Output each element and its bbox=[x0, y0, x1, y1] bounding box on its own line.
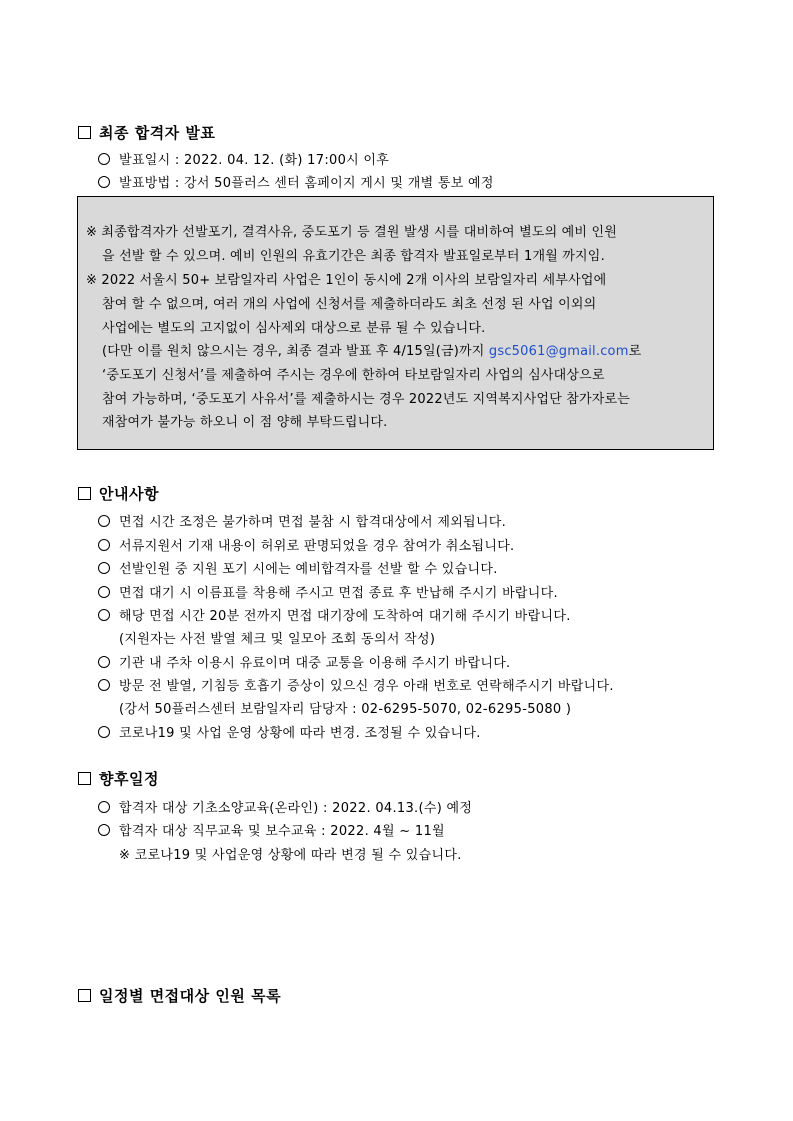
section-title-list: 일정별 면접대상 인원 목록 bbox=[78, 985, 281, 1006]
checkbox-square-icon bbox=[78, 126, 91, 139]
circle-bullet-icon bbox=[98, 609, 110, 621]
circle-bullet-icon bbox=[98, 801, 110, 813]
list-item: 합격자 대상 기초소양교육(온라인) : 2022. 04.13.(수) 예정 bbox=[98, 797, 472, 816]
circle-bullet-icon bbox=[98, 153, 110, 165]
notice-box bbox=[77, 196, 714, 450]
notice-line: ※ 2022 서울시 50+ 보람일자리 사업은 1인이 동시에 2개 이사의 보람일자리 세부사업에 bbox=[86, 273, 607, 288]
checkbox-square-icon bbox=[78, 487, 91, 500]
list-item: 서류지원서 기재 내용이 허위로 판명되었을 경우 참여가 취소됩니다. bbox=[98, 535, 514, 554]
circle-bullet-icon bbox=[98, 176, 110, 188]
checkbox-square-icon bbox=[78, 989, 91, 1002]
circle-bullet-icon bbox=[98, 586, 110, 598]
section-title-final: 최종 합격자 발표 bbox=[78, 122, 215, 143]
list-item: 해당 면접 시간 20분 전까지 면접 대기장에 도착하여 대기해 주시기 바랍니다. bbox=[98, 605, 571, 624]
list-item: 기관 내 주차 이용시 유료이며 대중 교통을 이용해 주시기 바랍니다. bbox=[98, 652, 511, 671]
circle-bullet-icon bbox=[98, 515, 110, 527]
notice-line: 참여 가능하며, ‘중도포기 사유서’를 제출하시는 경우 2022년도 지역복지사업단 참가자로는 bbox=[102, 392, 631, 407]
notice-line: ※ 최종합격자가 선발포기, 결격사유, 중도포기 등 결원 발생 시를 대비하여 별도의 예비 인원 bbox=[86, 225, 618, 240]
list-item: 면접 시간 조정은 불가하며 면접 불참 시 합격대상에서 제외됩니다. bbox=[98, 511, 506, 530]
list-item: 면접 대기 시 이름표를 착용해 주시고 면접 종료 후 반납해 주시기 바랍니다. bbox=[98, 582, 558, 601]
list-sub-item: (강서 50플러스센터 보람일자리 담당자 : 02-6295-5070, 02-6295-5080 ) bbox=[119, 702, 572, 717]
notice-line: 을 선발 할 수 있으며. 예비 인원의 유효기간은 최종 합격자 발표일로부터 1개월 까지임. bbox=[102, 249, 605, 264]
section-title-guide: 안내사항 bbox=[78, 483, 159, 504]
circle-bullet-icon bbox=[98, 656, 110, 668]
schedule-note: ※ 코로나19 및 사업운영 상황에 따라 변경 될 수 있습니다. bbox=[119, 848, 462, 863]
email-link[interactable]: gsc5061@gmail.com bbox=[488, 344, 629, 359]
list-item: 발표방법 : 강서 50플러스 센터 홈페이지 게시 및 개별 통보 예정 bbox=[98, 172, 494, 191]
notice-line: 재참여가 불가능 하오니 이 점 양해 부탁드립니다. bbox=[102, 415, 388, 430]
notice-line: ‘중도포기 신청서’를 제출하여 주시는 경우에 한하여 타보람일자리 사업의 심사대상으로 bbox=[102, 368, 605, 383]
notice-email-line: (다만 이를 원치 않으시는 경우, 최종 결과 발표 후 4/15일(금)까지 gsc5061@gmail.com로 bbox=[102, 344, 642, 359]
circle-bullet-icon bbox=[98, 726, 110, 738]
list-item: 코로나19 및 사업 운영 상황에 따라 변경. 조정될 수 있습니다. bbox=[98, 722, 481, 741]
list-item: 합격자 대상 직무교육 및 보수교육 : 2022. 4월 ~ 11월 bbox=[98, 820, 445, 839]
checkbox-square-icon bbox=[78, 772, 91, 785]
circle-bullet-icon bbox=[98, 824, 110, 836]
circle-bullet-icon bbox=[98, 562, 110, 574]
notice-line: 참여 할 수 없으며, 여러 개의 사업에 신청서를 제출하더라도 최초 선정 된 사업 이외의 bbox=[102, 297, 597, 312]
circle-bullet-icon bbox=[98, 539, 110, 551]
section-title-schedule: 향후일정 bbox=[78, 768, 159, 789]
list-item: 방문 전 발열, 기침등 호흡기 증상이 있으신 경우 아래 번호로 연락해주시기 바랍니다. bbox=[98, 675, 614, 694]
circle-bullet-icon bbox=[98, 679, 110, 691]
notice-line: 사업에는 별도의 고지없이 심사제외 대상으로 분류 될 수 있습니다. bbox=[102, 321, 486, 336]
list-item: 선발인원 중 지원 포기 시에는 예비합격자를 선발 할 수 있습니다. bbox=[98, 558, 498, 577]
list-sub-item: (지원자는 사전 발열 체크 및 일모아 조회 동의서 작성) bbox=[119, 632, 436, 647]
list-item: 발표일시 : 2022. 04. 12. (화) 17:00시 이후 bbox=[98, 149, 389, 168]
